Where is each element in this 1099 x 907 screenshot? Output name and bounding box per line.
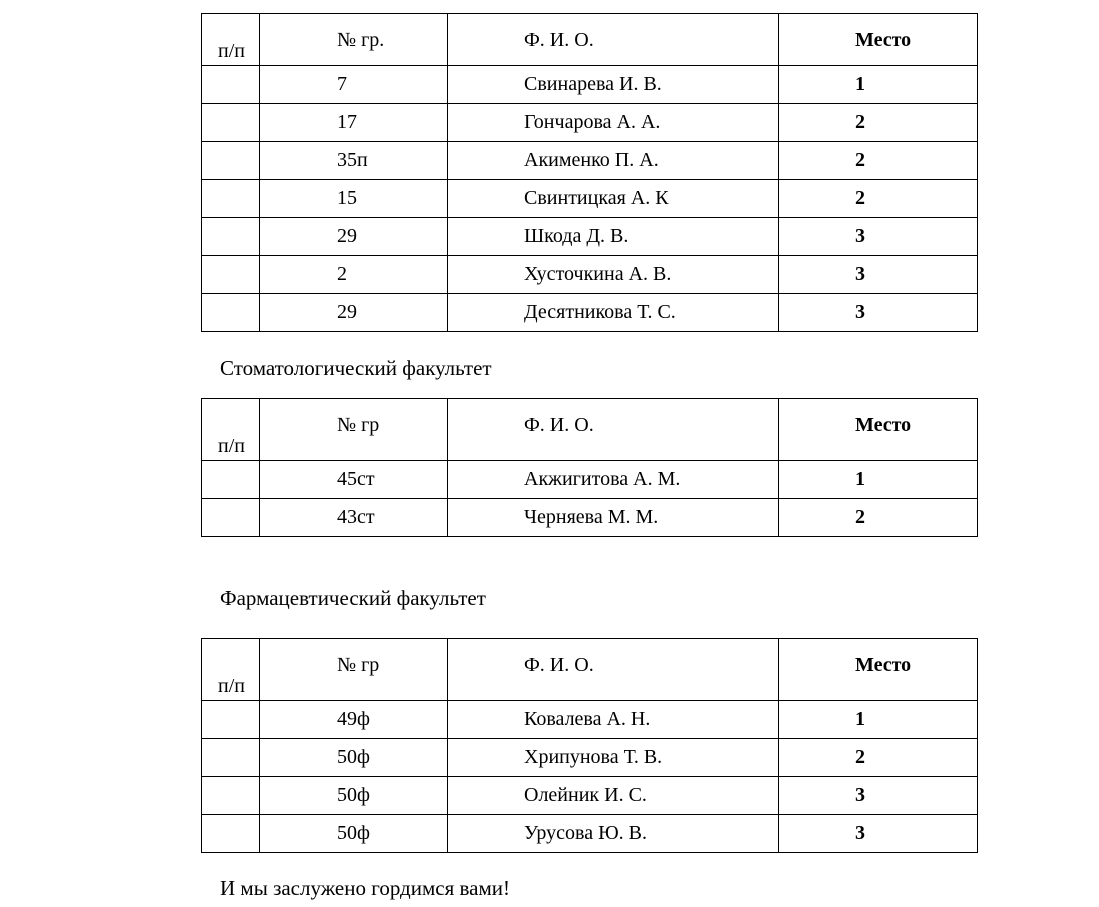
- col-header-group: № гр.: [260, 14, 448, 66]
- cell-place: 3: [779, 777, 978, 815]
- cell-pp: [202, 499, 260, 537]
- col-header-name: Ф. И. О.: [448, 399, 779, 461]
- table-row: [202, 499, 978, 537]
- cell-place: 3: [779, 815, 978, 853]
- cell-place: 1: [779, 701, 978, 739]
- cell-pp: [202, 461, 260, 499]
- col-header-group: № гр: [260, 399, 448, 461]
- cell-group: 43ст: [260, 499, 448, 537]
- col-header-pp: п/п: [202, 639, 260, 701]
- cell-group: 29: [260, 294, 448, 332]
- col-header-name: Ф. И. О.: [448, 639, 779, 701]
- cell-pp: [202, 104, 260, 142]
- cell-pp: [202, 777, 260, 815]
- section-title-pharmacy: Фармацевтический факультет: [220, 586, 486, 610]
- cell-group: 45ст: [260, 461, 448, 499]
- results-table-3: [201, 638, 978, 853]
- cell-name: Ковалева А. Н.: [448, 701, 779, 739]
- cell-name: Свинтицкая А. К: [448, 180, 779, 218]
- cell-group: 2: [260, 256, 448, 294]
- cell-name: Хрипунова Т. В.: [448, 739, 779, 777]
- header-row: [202, 14, 978, 66]
- header-row: [202, 399, 978, 461]
- cell-pp: [202, 701, 260, 739]
- table-row: [202, 815, 978, 853]
- cell-place: 2: [779, 739, 978, 777]
- cell-name: Десятникова Т. С.: [448, 294, 779, 332]
- cell-name: Гончарова А. А.: [448, 104, 779, 142]
- cell-pp: [202, 294, 260, 332]
- table-row: [202, 701, 978, 739]
- col-header-place: Место: [779, 399, 978, 461]
- cell-place: 3: [779, 256, 978, 294]
- cell-place: 2: [779, 499, 978, 537]
- cell-pp: [202, 815, 260, 853]
- results-table-2: [201, 398, 978, 537]
- table-row: [202, 104, 978, 142]
- cell-name: Свинарева И. В.: [448, 66, 779, 104]
- table-row: [202, 739, 978, 777]
- cell-name: Акименко П. А.: [448, 142, 779, 180]
- cell-pp: [202, 218, 260, 256]
- cell-group: 35п: [260, 142, 448, 180]
- cell-pp: [202, 66, 260, 104]
- col-header-place: Место: [779, 14, 978, 66]
- cell-name: Урусова Ю. В.: [448, 815, 779, 853]
- col-header-pp: п/п: [202, 399, 260, 461]
- table-row: [202, 180, 978, 218]
- col-header-name: Ф. И. О.: [448, 14, 779, 66]
- cell-group: 7: [260, 66, 448, 104]
- cell-place: 2: [779, 142, 978, 180]
- cell-name: Хусточкина А. В.: [448, 256, 779, 294]
- cell-group: 15: [260, 180, 448, 218]
- cell-place: 3: [779, 294, 978, 332]
- cell-place: 2: [779, 180, 978, 218]
- cell-group: 49ф: [260, 701, 448, 739]
- section-title-dentistry: Стоматологический факультет: [220, 356, 492, 380]
- cell-name: Шкода Д. В.: [448, 218, 779, 256]
- col-header-place: Место: [779, 639, 978, 701]
- col-header-pp: п/п: [202, 14, 260, 66]
- results-table-1: [201, 13, 978, 332]
- cell-group: 50ф: [260, 739, 448, 777]
- cell-place: 2: [779, 104, 978, 142]
- table-row: [202, 461, 978, 499]
- cell-pp: [202, 256, 260, 294]
- cell-pp: [202, 739, 260, 777]
- cell-group: 50ф: [260, 777, 448, 815]
- header-row: [202, 639, 978, 701]
- cell-name: Олейник И. С.: [448, 777, 779, 815]
- closing-text: И мы заслужено гордимся вами!: [220, 876, 510, 900]
- cell-name: Акжигитова А. М.: [448, 461, 779, 499]
- cell-name: Черняева М. М.: [448, 499, 779, 537]
- cell-group: 17: [260, 104, 448, 142]
- table-row: [202, 256, 978, 294]
- table-row: [202, 777, 978, 815]
- cell-group: 29: [260, 218, 448, 256]
- cell-place: 1: [779, 66, 978, 104]
- table-row: [202, 66, 978, 104]
- cell-pp: [202, 180, 260, 218]
- col-header-group: № гр: [260, 639, 448, 701]
- cell-place: 3: [779, 218, 978, 256]
- table-row: [202, 294, 978, 332]
- table-row: [202, 142, 978, 180]
- cell-pp: [202, 142, 260, 180]
- cell-group: 50ф: [260, 815, 448, 853]
- cell-place: 1: [779, 461, 978, 499]
- table-row: [202, 218, 978, 256]
